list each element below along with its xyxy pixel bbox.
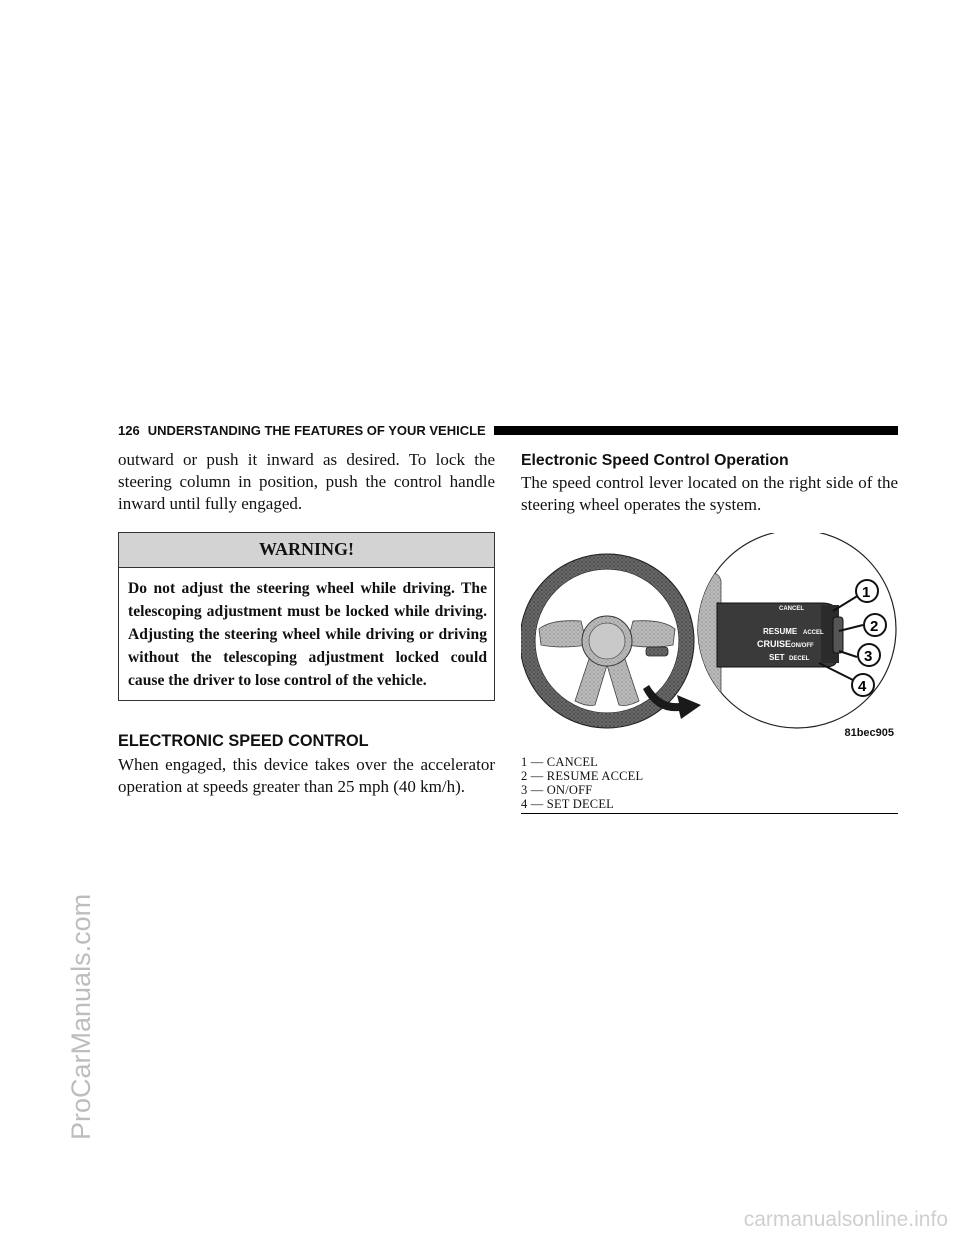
lever-text-cruise: CRUISE bbox=[757, 639, 792, 649]
intro-paragraph: outward or push it inward as desired. To lock the steering column in position, push the control handle inward until fully engaged. bbox=[118, 450, 495, 513]
callout-3: 3 bbox=[864, 648, 873, 665]
side-watermark: ProCarManuals.com bbox=[66, 893, 96, 1140]
legend-item: 3 — ON/OFF bbox=[521, 783, 593, 797]
callout-2: 2 bbox=[870, 618, 879, 635]
left-column bbox=[118, 449, 495, 798]
bottom-watermark: carmanualsonline.info bbox=[743, 1208, 948, 1231]
warning-title: WARNING! bbox=[119, 533, 494, 568]
lever-text-onoff: ON/OFF bbox=[791, 643, 814, 649]
speed-control-figure bbox=[521, 533, 898, 743]
section-heading: ELECTRONIC SPEED CONTROL bbox=[118, 732, 369, 750]
legend-item: 4 — SET DECEL bbox=[521, 797, 614, 811]
figure-code: 81bec905 bbox=[844, 727, 894, 739]
callout-1: 1 bbox=[862, 584, 871, 601]
legend-item: 1 — CANCEL bbox=[521, 755, 598, 769]
lever-text-cancel: CANCEL bbox=[779, 606, 804, 612]
warning-box bbox=[118, 532, 495, 701]
steering-wheel-illustration bbox=[521, 533, 898, 743]
lever-text-decel: DECEL bbox=[789, 656, 810, 662]
section-title: UNDERSTANDING THE FEATURES OF YOUR VEHICLE bbox=[147, 422, 486, 438]
page-number: 126 bbox=[118, 422, 140, 438]
lever-text-set: SET bbox=[769, 653, 785, 662]
header-rule bbox=[494, 426, 898, 435]
right-column bbox=[521, 452, 898, 814]
page-header bbox=[118, 420, 898, 440]
lever-text-accel: ACCEL bbox=[803, 630, 824, 636]
legend-item: 2 — RESUME ACCEL bbox=[521, 769, 644, 783]
operation-paragraph: The speed control lever located on the right side of the steering wheel operates the system. bbox=[521, 473, 898, 514]
subsection-heading: Electronic Speed Control Operation bbox=[521, 452, 789, 469]
callout-4: 4 bbox=[858, 678, 867, 695]
warning-text: Do not adjust the steering wheel while driving. The telescoping adjustment must be locked while driving. Adjusting the steering wheel while driving or driving without the telescoping adjustment locked could cause the driver to lose control of the vehicle. bbox=[128, 580, 487, 689]
lever-text-resume: RESUME bbox=[763, 627, 798, 636]
steering-wheel-icon bbox=[521, 554, 694, 728]
figure-legend bbox=[521, 755, 898, 814]
speed-control-paragraph: When engaged, this device takes over the accelerator operation at speeds greater than 25 mph (40 km/h). bbox=[118, 755, 495, 796]
